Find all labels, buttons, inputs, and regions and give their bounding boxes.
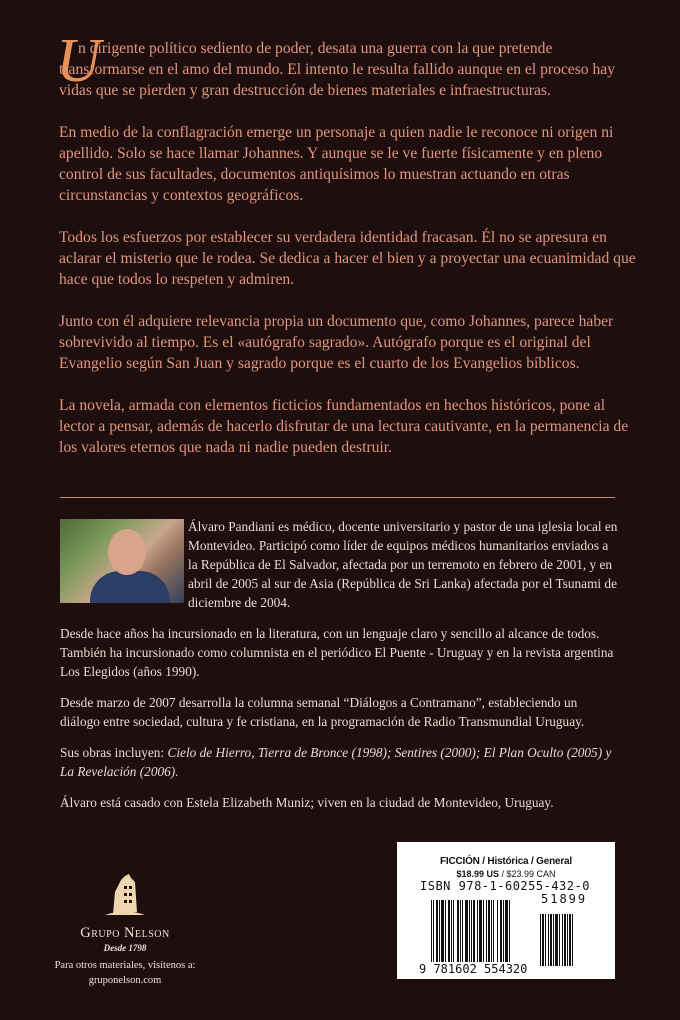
isbn: ISBN 978-1-60255-432-0 [420, 879, 590, 893]
synopsis-paragraph: La novela, armada con elementos ficticios fundamentados en hechos históricos, pone al lector a pensar, además de hacerlo disfrutar de una lectura cautivante, en la permanencia de los valores eternos que nada ni nadie pueden destruir. [59, 397, 629, 456]
price [397, 869, 615, 879]
divider [60, 497, 615, 498]
price-can: / $23.99 CAN [499, 869, 556, 879]
works-list: Cielo de Hierro, Tierra de Bronce (1998); Sentires (2000); El Plan Oculto (2005) y La Revelación (2006). [60, 745, 612, 779]
visit-text: Para otros materiales, visítenos a: [54, 960, 196, 971]
barcode-label [397, 842, 615, 979]
publisher-name: Grupo Nelson [80, 925, 170, 941]
synopsis-paragraph: En medio de la conflagración emerge un personaje a quien nadie le reconoce ni origen ni apellido. Solo se hace llamar Johannes. Y aunque se le ve fuerte físicamente y en pleno control de sus facultades, documentos antiquísimos lo muestran actuando en otras circunstancias y contextos geográficos. [59, 124, 614, 204]
synopsis-paragraph: n dirigente político sediento de poder, desata una guerra con la que pretende transformarse en el amo del mundo. El intento le resulta fallido aunque en el proceso hay vidas que se pierden y gran destrucción de bienes materiales e infraestructuras. [59, 40, 615, 99]
author-bio-paragraph: Desde hace años ha incursionado en la literatura, con un lenguaje claro y sencillo al alcance de todos. También ha incursionado como columnista en el periódico El Puente - Uruguay y en la revista argentina Los Elegidos (años 1990). [60, 626, 614, 679]
supplement-code: 51899 [541, 892, 588, 906]
synopsis [56, 27, 639, 479]
author-bio-paragraph: Desde marzo de 2007 desarrolla la columna semanal “Diálogos a Contramano”, estableciendo un diálogo entre sociedad, cultura y fe cristiana, en la programación de Radio Transmundial Uruguay. [60, 695, 585, 729]
publisher-url[interactable]: gruponelson.com [88, 975, 162, 986]
synopsis-paragraph: Junto con él adquiere relevancia propia un documento que, como Johannes, parece haber sobrevivido al tiempo. Es el «autógrafo sagrado». Autógrafo porque es el original del Evangelio según San Juan y sagrado porque es el cuarto de los Evangelios bíblicos. [59, 313, 614, 372]
supplement-bars [540, 914, 586, 966]
ean-number: 9 781602 554320 [419, 962, 528, 976]
price-us: $18.99 US [456, 869, 499, 879]
author-bio-paragraph: Álvaro está casado con Estela Elizabeth Muniz; viven en la ciudad de Montevideo, Uruguay. [60, 795, 554, 810]
barcode-space [573, 914, 574, 966]
author-works [60, 743, 620, 781]
publisher-logo [30, 872, 220, 988]
category: FICCIÓN / Histórica / General [439, 856, 572, 867]
author-bio [60, 517, 620, 824]
barcode-space [510, 900, 511, 965]
drop-cap: U [56, 27, 101, 95]
barcode-bars [431, 900, 531, 965]
publisher-since: Desde 1798 [103, 943, 147, 953]
house-icon [105, 872, 145, 916]
author-bio-paragraph: Álvaro Pandiani es médico, docente universitario y pastor de una iglesia local en Montevideo. Participó como líder de equipos médicos humanitarios enviados a la República de El Salvador, afectada por un terremoto en febrero de 2001, y en abril de 2005 al sur de Asia (República de Sri Lanka) afectada por el Tsunami de diciembre de 2004. [188, 519, 618, 610]
works-intro: Sus obras incluyen: [60, 745, 168, 760]
synopsis-paragraph: Todos los esfuerzos por establecer su verdadera identidad fracasan. Él no se apresura en aclarar el misterio que le rodea. Se dedica a hacer el bien y a proyectar una ecuanimidad que hace que todos lo respeten y admiren. [59, 229, 636, 288]
